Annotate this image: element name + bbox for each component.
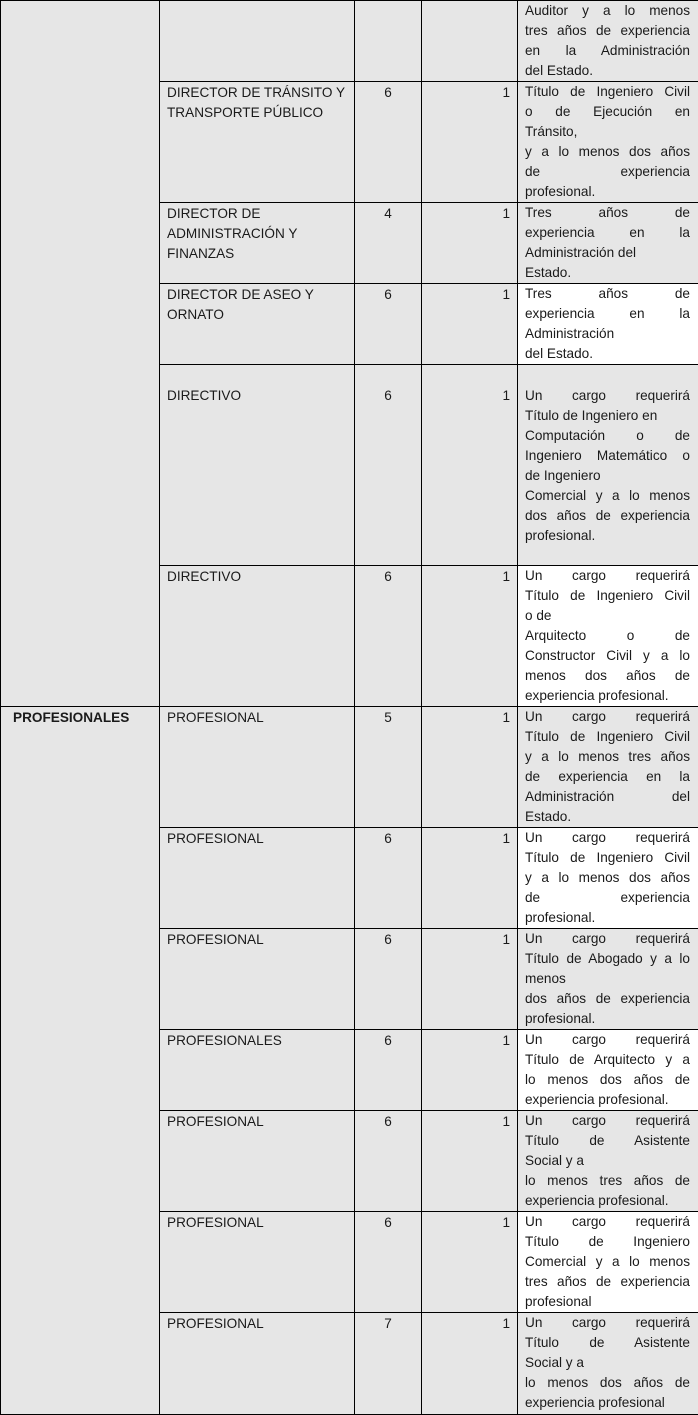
requirement-line: Un cargo requerirá: [525, 707, 690, 727]
grade-value: 7: [355, 1313, 422, 1415]
requirement-line: o de: [525, 606, 690, 626]
count-value: 1: [422, 828, 518, 929]
requirement-line: o de Ejecución en: [525, 102, 690, 122]
requirement-line: de Ingeniero: [525, 466, 690, 486]
requirement-line: Un cargo requerirá: [525, 386, 690, 406]
requirement-line: y a lo menos dos años: [525, 868, 690, 888]
grade-value: 5: [355, 707, 422, 828]
grade-value: 6: [355, 1111, 422, 1212]
requirement-line: lo menos dos años de: [525, 1373, 690, 1393]
position-name: DIRECTIVO: [160, 365, 355, 566]
requirement-cell: [518, 284, 698, 365]
position-name: PROFESIONALES: [160, 1030, 355, 1111]
requirement-cell: [518, 1, 698, 82]
grade-value: 6: [355, 365, 422, 566]
requirement-cell: [518, 1313, 698, 1415]
requirement-cell: [518, 82, 698, 203]
grade-value: 6: [355, 1030, 422, 1111]
requirement-line: experiencia profesional.: [525, 686, 690, 706]
position-name: PROFESIONAL: [160, 1212, 355, 1313]
position-name: PROFESIONAL: [160, 1313, 355, 1415]
count-value: 1: [422, 566, 518, 707]
requirement-line: Comercial y a lo menos: [525, 1252, 690, 1272]
requirement-line: Un cargo requerirá: [525, 828, 690, 848]
table-row: [1, 707, 698, 828]
count-value: 1: [422, 1030, 518, 1111]
requirement-line: Un cargo requerirá: [525, 1111, 690, 1131]
position-name: DIRECTIVO: [160, 566, 355, 707]
position-name: PROFESIONAL: [160, 707, 355, 828]
grade-value: 6: [355, 566, 422, 707]
requirement-line: Comercial y a lo menos: [525, 486, 690, 506]
count-value: 1: [422, 365, 518, 566]
requirement-line: profesional.: [525, 526, 690, 546]
requirement-line: Tres años de: [525, 203, 690, 223]
requirement-line: Un cargo requerirá: [525, 1212, 690, 1232]
requirement-line: profesional.: [525, 182, 690, 202]
requirement-line: Tránsito,: [525, 122, 690, 142]
requirement-line: Título de Ingeniero: [525, 1232, 690, 1252]
count-value: 1: [422, 1212, 518, 1313]
requirement-cell: [518, 365, 698, 566]
requirement-line: Título de Ingeniero Civil: [525, 586, 690, 606]
requirement-line: menos dos años de: [525, 666, 690, 686]
requirement-line: experiencia en la: [525, 223, 690, 243]
requirement-cell: [518, 566, 698, 707]
requirement-line: Título de Asistente: [525, 1131, 690, 1151]
requirement-line: experiencia profesional.: [525, 1191, 690, 1211]
requirement-line: Estado.: [525, 807, 690, 827]
requirement-line: lo menos tres años de: [525, 1171, 690, 1191]
requirement-line: Título de Ingeniero Civil: [525, 848, 690, 868]
requirement-line: dos años de experiencia: [525, 989, 690, 1009]
position-name: PROFESIONAL: [160, 828, 355, 929]
requirement-line: experiencia en la: [525, 304, 690, 324]
position-name: PROFESIONAL: [160, 929, 355, 1030]
requirement-line: Ingeniero Matemático o: [525, 446, 690, 466]
position-name: DIRECTOR DE ADMINISTRACIÓN Y FINANZAS: [160, 203, 355, 284]
requirement-cell: [518, 1111, 698, 1212]
count-value: 1: [422, 203, 518, 284]
requirement-line: Título de Ingeniero Civil: [525, 727, 690, 747]
requirement-cell: [518, 929, 698, 1030]
requirement-line: del Estado.: [525, 61, 690, 81]
requirement-cell: [518, 828, 698, 929]
requirement-line: experiencia profesional: [525, 1393, 690, 1413]
requirement-line: Administración del: [525, 243, 690, 263]
requirement-line: Social y a: [525, 1353, 690, 1373]
grade-value: 6: [355, 929, 422, 1030]
count-value: 1: [422, 82, 518, 203]
requirement-line: lo menos dos años de: [525, 1070, 690, 1090]
grade-value: 6: [355, 284, 422, 365]
requirement-line: Título de Asistente: [525, 1333, 690, 1353]
requirement-cell: [518, 1030, 698, 1111]
requirement-line: Un cargo requerirá: [525, 1030, 690, 1050]
requirement-line: Título de Ingeniero Civil: [525, 82, 690, 102]
requirement-line: profesional.: [525, 908, 690, 928]
position-name: [160, 1, 355, 82]
requirement-line: Título de Ingeniero en: [525, 406, 690, 426]
requirement-line: de experiencia: [525, 888, 690, 908]
table-row: [1, 1, 698, 82]
position-name: DIRECTOR DE ASEO Y ORNATO: [160, 284, 355, 365]
requirement-line: Social y a: [525, 1151, 690, 1171]
group-cell: [1, 1, 160, 707]
requirement-line: Administración del: [525, 787, 690, 807]
count-value: 1: [422, 1111, 518, 1212]
requirement-line: del Estado.: [525, 344, 690, 364]
count-value: 1: [422, 707, 518, 828]
count-value: 1: [422, 1313, 518, 1415]
requirement-line: de experiencia: [525, 162, 690, 182]
requirement-line: y a lo menos dos años: [525, 142, 690, 162]
count-value: 1: [422, 929, 518, 1030]
requirement-line: tres años de experiencia: [525, 21, 690, 41]
requirement-line: en la Administración: [525, 41, 690, 61]
count-value: [422, 1, 518, 82]
requirement-line: Tres años de: [525, 284, 690, 304]
requirement-line: de experiencia en la: [525, 767, 690, 787]
requirement-cell: [518, 203, 698, 284]
requirement-line: Un cargo requerirá: [525, 566, 690, 586]
grade-value: 6: [355, 1212, 422, 1313]
requirement-line: y a lo menos tres años: [525, 747, 690, 767]
grade-value: 6: [355, 828, 422, 929]
requirement-line: dos años de experiencia: [525, 506, 690, 526]
requirement-line: tres años de experiencia: [525, 1272, 690, 1292]
grade-value: 4: [355, 203, 422, 284]
requirement-line: Constructor Civil y a lo: [525, 646, 690, 666]
requirement-line: Administración: [525, 324, 690, 344]
position-name: DIRECTOR DE TRÁNSITO Y TRANSPORTE PÚBLICO: [160, 82, 355, 203]
position-name: PROFESIONAL: [160, 1111, 355, 1212]
requirement-line: Arquitecto o de: [525, 626, 690, 646]
requirement-line: Computación o de: [525, 426, 690, 446]
requirement-line: Un cargo requerirá: [525, 929, 690, 949]
grade-value: [355, 1, 422, 82]
grade-value: 6: [355, 82, 422, 203]
requirement-line: experiencia profesional.: [525, 1090, 690, 1110]
requirement-line: profesional.: [525, 1009, 690, 1029]
requirement-line: Un cargo requerirá: [525, 1313, 690, 1333]
requirement-cell: [518, 707, 698, 828]
group-label: PROFESIONALES: [1, 707, 160, 1415]
requirement-line: Título de Arquitecto y a: [525, 1050, 690, 1070]
requirement-cell: [518, 1212, 698, 1313]
requirement-line: Auditor y a lo menos: [525, 1, 690, 21]
requirement-line: Título de Abogado y a lo: [525, 949, 690, 969]
requirement-line: Estado.: [525, 263, 690, 283]
requirement-line: menos: [525, 969, 690, 989]
requirement-line: profesional: [525, 1292, 690, 1312]
count-value: 1: [422, 284, 518, 365]
